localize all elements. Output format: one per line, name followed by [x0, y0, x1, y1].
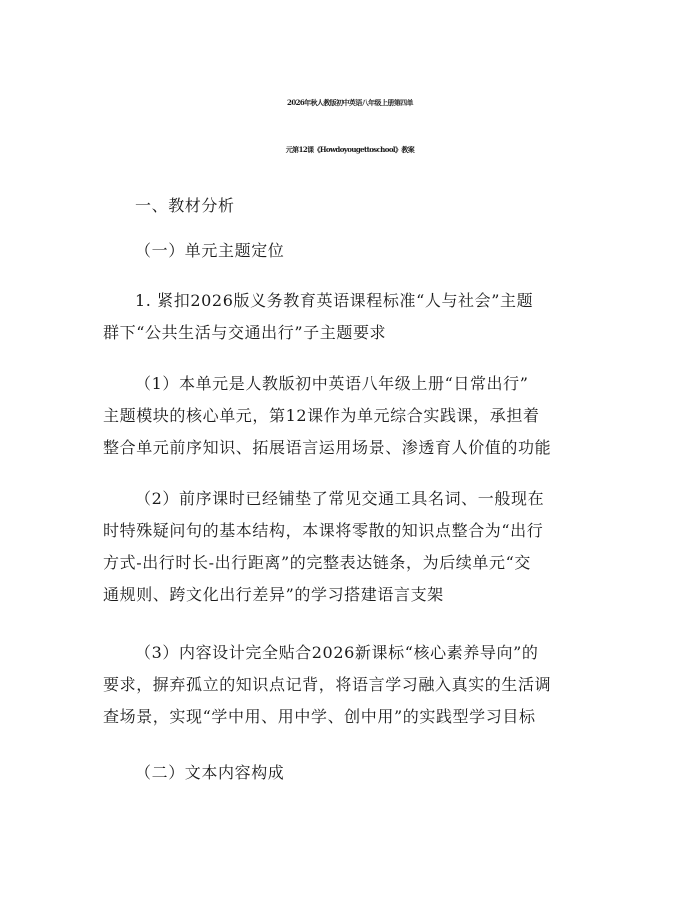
- para-1-line-3: 整合单元前序知识、拓展语言运用场景、渗透育人价值的功能: [103, 438, 552, 457]
- para-2-line-2: 时特殊疑问句的基本结构，本课将零散的知识点整合为“出行: [103, 521, 544, 540]
- para-1-line-1: （1）本单元是人教版初中英语八年级上册“日常出行”: [135, 374, 529, 393]
- para-3-line-3: 查场景，实现“学中用、用中学、创中用”的实践型学习目标: [103, 707, 536, 726]
- para-2-line-1: （2）前序课时已经铺垫了常见交通工具名词、一般现在: [135, 489, 545, 508]
- document-title-line-2: 元第12课《Howdoyougettoschool》教案: [285, 145, 415, 154]
- para-1-line-2: 主题模块的核心单元，第12课作为单元综合实践课，承担着: [103, 406, 540, 425]
- para-3-line-2: 要求，摒弃孤立的知识点记背，将语言学习融入真实的生活调: [103, 675, 552, 694]
- subsection-heading-text-content: （二）文本内容构成: [135, 763, 285, 782]
- point-1-line-2: 群下“公共生活与交通出行”子主题要求: [103, 323, 387, 342]
- section-heading-textbook-analysis: 一、教材分析: [135, 196, 235, 215]
- point-1-line-1: 1. 紧扣2026版义务教育英语课程标准“人与社会”主题: [135, 291, 534, 310]
- para-3-line-1: （3）内容设计完全贴合2026新课标“核心素养导向”的: [135, 643, 539, 662]
- document-title-line-1: 2026年秋人教版初中英语八年级上册第四单: [287, 98, 413, 107]
- subsection-heading-unit-theme: （一）单元主题定位: [135, 241, 285, 260]
- para-2-line-3: 方式-出行时长-出行距离”的完整表达链条，为后续单元“交: [103, 553, 531, 572]
- para-2-line-4: 通规则、跨文化出行差异”的学习搭建语言支架: [103, 585, 444, 604]
